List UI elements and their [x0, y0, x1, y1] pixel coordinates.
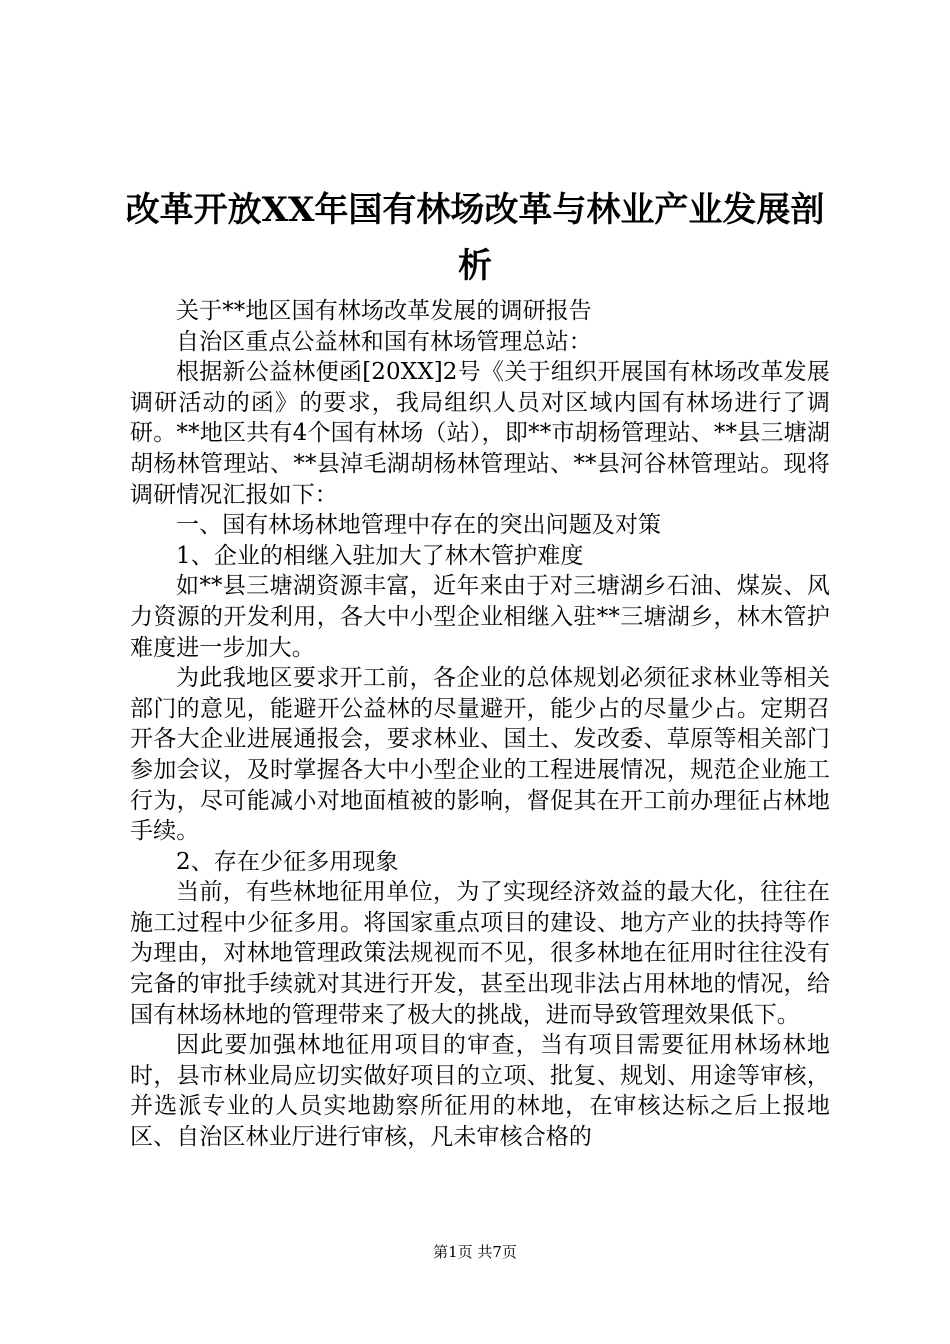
- paragraph-body: 如**县三塘湖资源丰富，近年来由于对三塘湖乡石油、煤炭、风力资源的开发利用，各大中小型企业相继入驻**三塘湖乡，林木管护难度进一步加大。: [130, 573, 830, 661]
- page-number-footer: 第1页 共7页: [433, 1243, 517, 1261]
- paragraph-intro: 根据新公益林便函[20XX]2号《关于组织开展国有林场改革发展调研活动的函》的要求，我局组织人员对区域内国有林场进行了调研。**地区共有4个国有林场（站），即**市胡杨管理站、**县三塘湖胡杨林管理站、**县淖毛湖胡杨林管理站、**县河谷林管理站。现将调研情况汇报如下：: [130, 359, 830, 508]
- paragraph-body: 为此我地区要求开工前，各企业的总体规划必须征求林业等相关部门的意见，能避开公益林的尽量避开，能少占的尽量少占。定期召开各大企业进展通报会，要求林业、国土、发改委、草原等相关部门参加会议，及时掌握各大中小型企业的工程进展情况，规范企业施工行为，尽可能减小对地面植被的影响，督促其在开工前办理征占林地手续。: [130, 665, 830, 845]
- section-heading-1: 一、国有林场林地管理中存在的突出问题及对策: [176, 512, 662, 539]
- subsection-heading-2: 2、存在少征多用现象: [176, 848, 399, 875]
- paragraph-body: 当前，有些林地征用单位，为了实现经济效益的最大化，往往在施工过程中少征多用。将国家重点项目的建设、地方产业的扶持等作为理由，对林地管理政策法规视而不见，很多林地在征用时往往没有完备的审批手续就对其进行开发，甚至出现非法占用林地的情况，给国有林场林地的管理带来了极大的挑战，进而导致管理效果低下。: [130, 879, 830, 1028]
- document-title: 改革开放XX年国有林场改革与林业产业发展剖析: [125, 190, 825, 286]
- document-body: [130, 296, 830, 1153]
- subsection-heading-1: 1、企业的相继入驻加大了林木管护难度: [176, 542, 584, 569]
- paragraph-report-title: 关于**地区国有林场改革发展的调研报告: [176, 298, 592, 324]
- paragraph-body: 因此要加强林地征用项目的审查，当有项目需要征用林场林地时，县市林业局应切实做好项目的立项、批复、规划、用途等审核，并选派专业的人员实地勘察所征用的林地，在审核达标之后上报地区、自治区林业厅进行审核，凡未审核合格的: [130, 1032, 830, 1151]
- paragraph-addressee: 自治区重点公益林和国有林场管理总站：: [176, 328, 592, 355]
